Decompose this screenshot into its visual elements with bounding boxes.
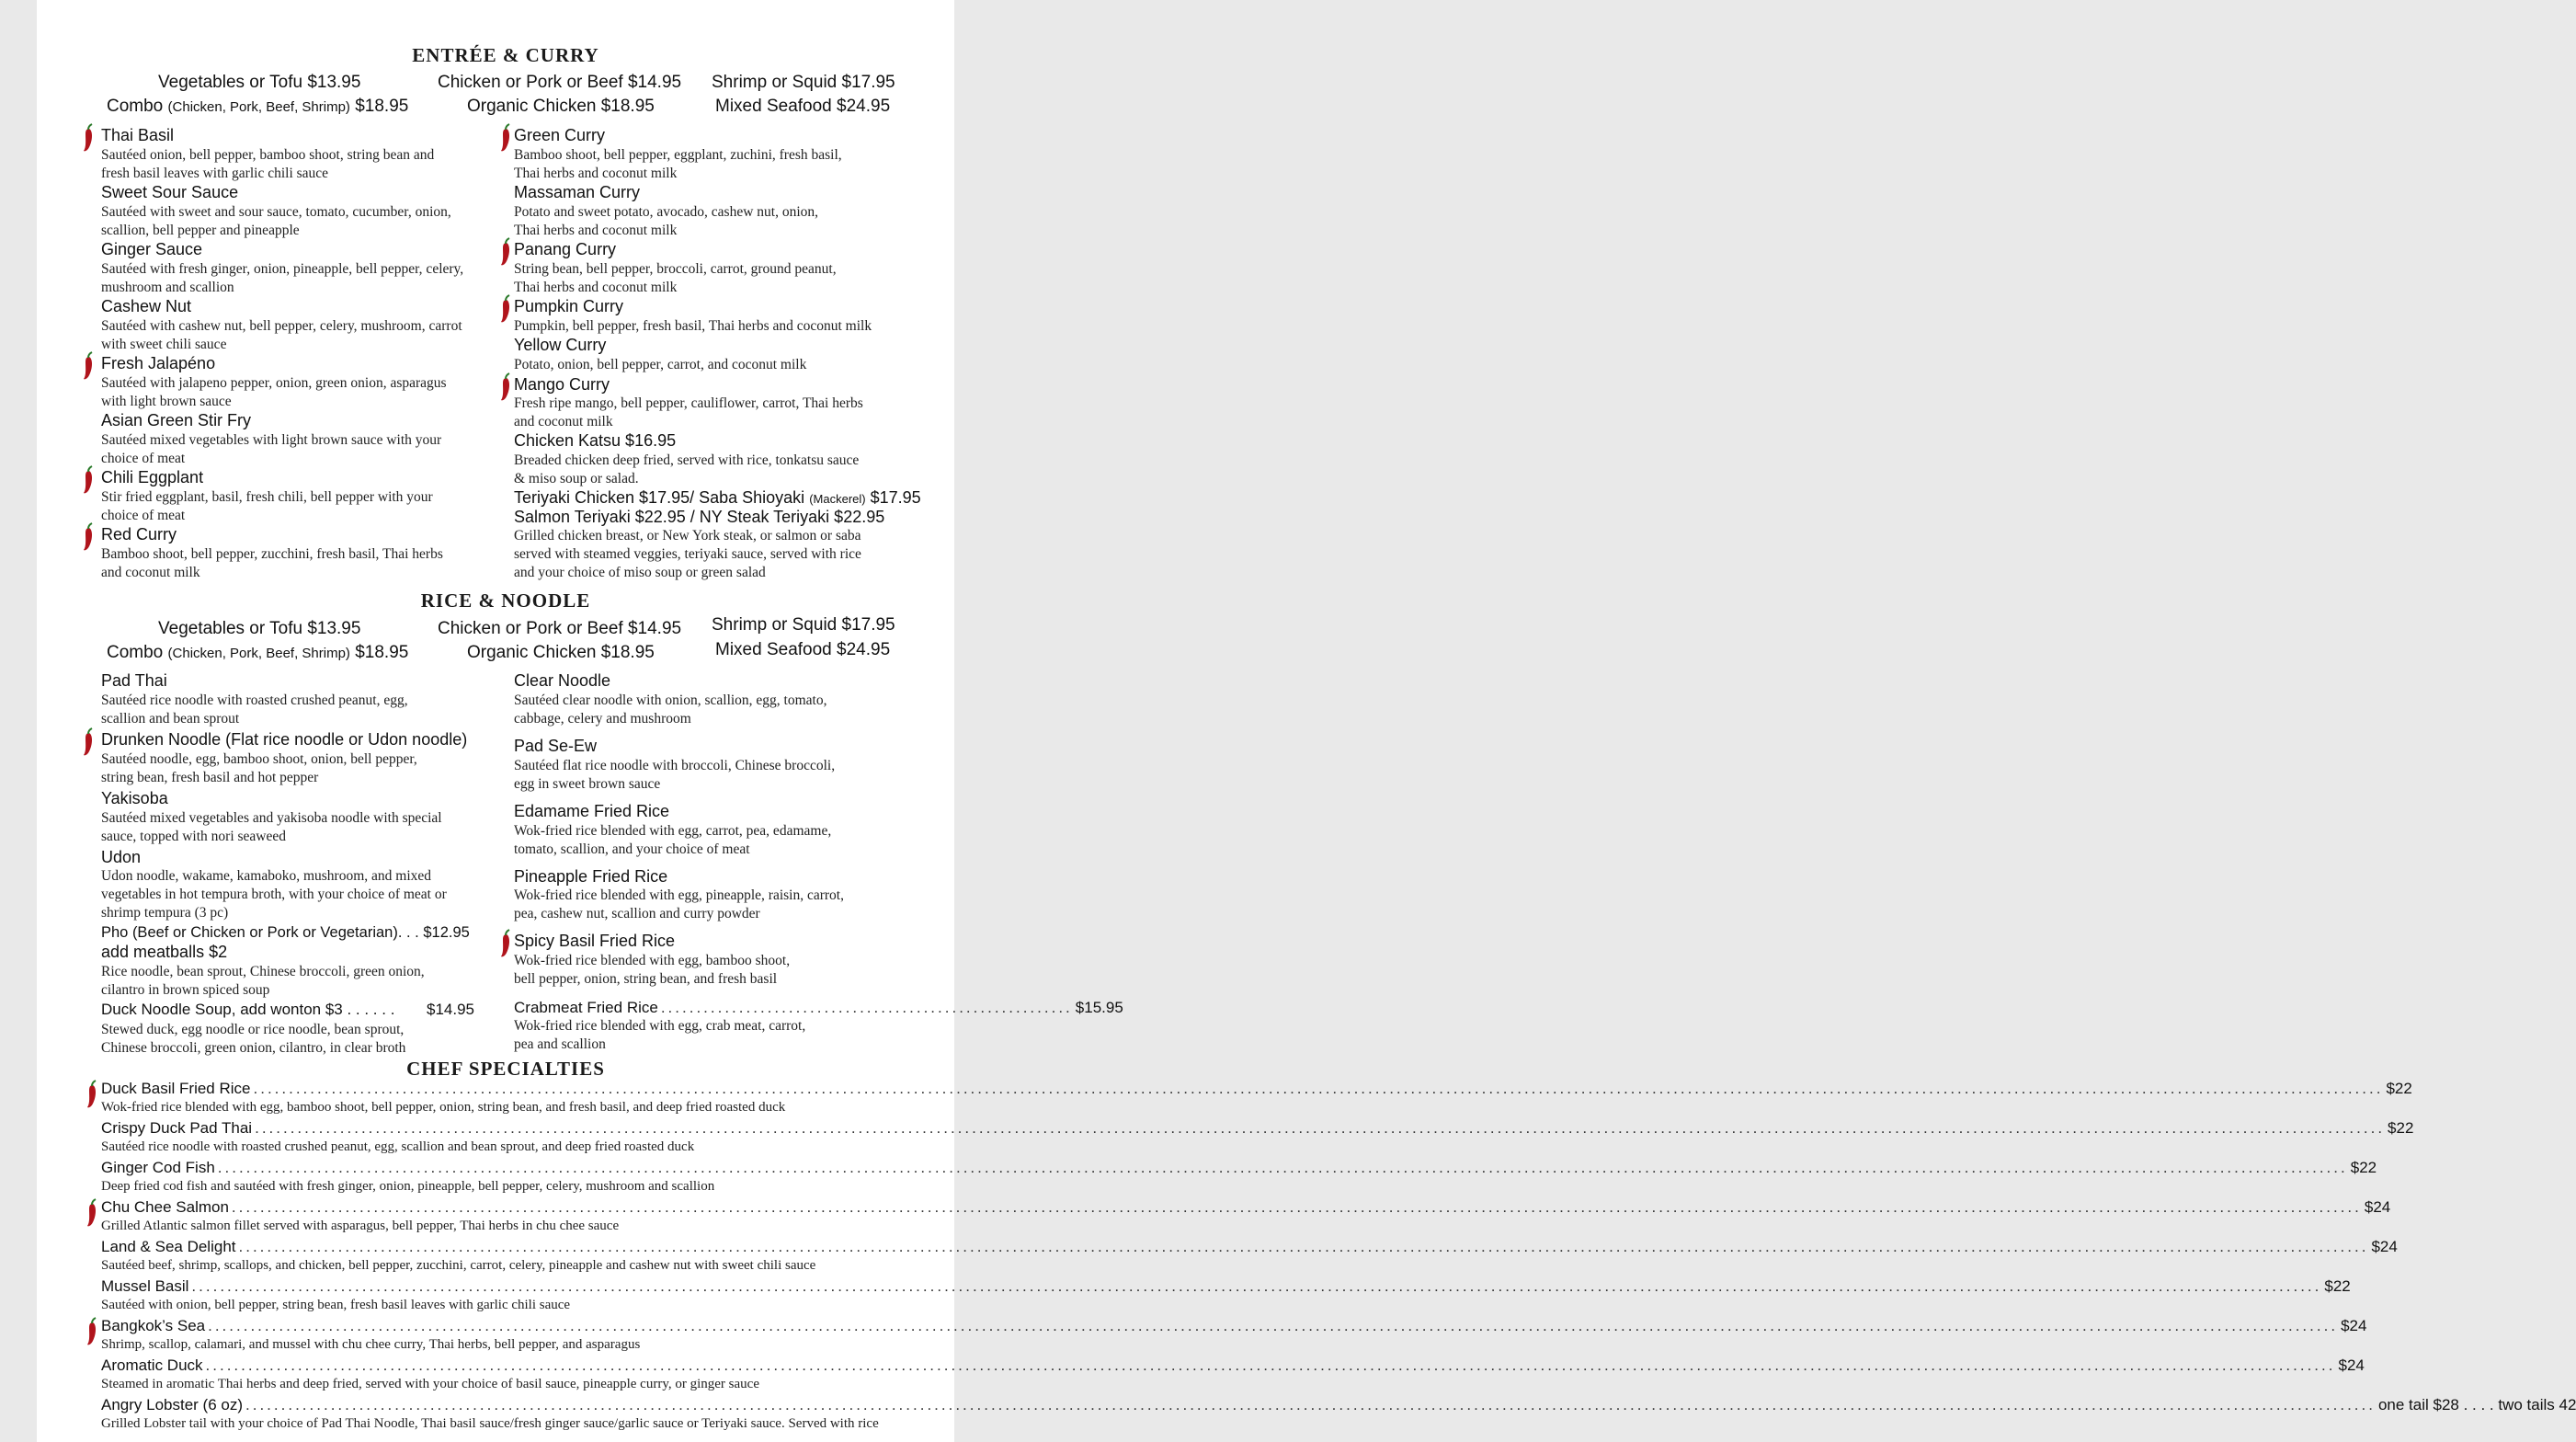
dish-description: Sautéed with sweet and sour sauce, tomato, cucumber, onion, xyxy=(101,204,451,220)
dish-description: Sautéed with onion, bell pepper, string bean, fresh basil leaves with garlic chili sauce xyxy=(101,1298,571,1312)
dish-price: $15.95 xyxy=(1075,999,1123,1016)
dish-description: Potato, onion, bell pepper, carrot, and coconut milk xyxy=(514,357,807,372)
dish-name: Mango Curry xyxy=(514,375,610,394)
dish-description: scallion and bean sprout xyxy=(101,711,240,727)
dish-description: sauce, topped with nori seaweed xyxy=(101,829,287,844)
dish-description: Grilled chicken breast, or New York steak, or salmon or saba xyxy=(514,528,861,544)
dish-name: Chili Eggplant xyxy=(101,468,204,486)
dish-name: Edamame Fried Rice xyxy=(514,802,670,820)
price-organic: Organic Chicken $18.95 xyxy=(467,643,655,662)
section-title-rice: RICE & NOODLE xyxy=(420,589,591,612)
dish-description: Sautéed flat rice noodle with broccoli, Chinese broccoli, xyxy=(514,758,836,773)
price-combo: Combo (Chicken, Pork, Beef, Shrimp) $18.95 xyxy=(107,643,409,662)
dish-description: String bean, bell pepper, broccoli, carrot, ground peanut, xyxy=(514,261,837,277)
dish-name: Angry Lobster (6 oz) xyxy=(101,1396,244,1413)
dish-description: Sautéed rice noodle with roasted crushed peanut, egg, scallion and bean sprout, and deep fried roasted duck xyxy=(101,1139,695,1154)
dish-name: Yakisoba xyxy=(101,789,168,807)
dish-description: Potato and sweet potato, avocado, cashew nut, onion, xyxy=(514,204,819,220)
dish-description: Thai herbs and coconut milk xyxy=(514,223,678,238)
dish-price: $24 xyxy=(2364,1198,2391,1216)
dot-leader: ............................................................................................................................................................................................................................................................................................................ xyxy=(238,1238,2369,1255)
dish-price: $24 xyxy=(2338,1356,2365,1374)
dish-name: Clear Noodle xyxy=(514,671,611,690)
dish-extra: add meatballs $2 xyxy=(101,943,228,961)
dish-name: Drunken Noodle (Flat rice noodle or Udon noodle) xyxy=(101,730,468,749)
dish-description: Chinese broccoli, green onion, cilantro, in clear broth xyxy=(101,1040,406,1056)
dish-name: Ginger Cod Fish xyxy=(101,1159,215,1176)
dish-description: Stir fried eggplant, basil, fresh chili, bell pepper with your xyxy=(101,489,433,505)
spicy-chili-icon xyxy=(81,727,96,757)
dish-description: & miso soup or salad. xyxy=(514,471,639,486)
spicy-chili-icon xyxy=(498,237,513,267)
price-seafood: Mixed Seafood $24.95 xyxy=(715,640,891,659)
dish-description: Stewed duck, egg noodle or rice noodle, bean sprout, xyxy=(101,1022,405,1037)
dish-description: Bamboo shoot, bell pepper, eggplant, zuchini, fresh basil, xyxy=(514,147,842,163)
dish-name: Aromatic Duck xyxy=(101,1356,203,1374)
chef-item-row xyxy=(101,1196,2391,1217)
spicy-chili-icon xyxy=(498,929,513,958)
price-chicken: Chicken or Pork or Beef $14.95 xyxy=(438,73,682,92)
dot-leader: .......................................................... xyxy=(660,999,1073,1016)
dish-name: Duck Basil Fried Rice xyxy=(101,1080,251,1097)
dish-description: cabbage, celery and mushroom xyxy=(514,711,691,727)
dish-description: Wok-fried rice blended with egg, bamboo shoot, bell pepper, onion, string bean, and fresh basil, and deep fried roasted duck xyxy=(101,1100,786,1115)
dot-leader: ............................................................................................................................................................................................................................................................................................................ xyxy=(231,1198,2362,1216)
dish-description: Sautéed with jalapeno pepper, onion, green onion, asparagus xyxy=(101,375,447,391)
dish-description: Deep fried cod fish and sautéed with fresh ginger, onion, pineapple, bell pepper, celery, mushroom and scallion xyxy=(101,1179,715,1194)
spicy-chili-icon xyxy=(85,1317,99,1346)
dot-leader: ............................................................................................................................................................................................................................................................................................................ xyxy=(253,1080,2384,1097)
dot-leader: ............................................................................................................................................................................................................................................................................................................ xyxy=(217,1159,2348,1176)
dish-description: scallion, bell pepper and pineapple xyxy=(101,223,300,238)
dish-description: Sautéed onion, bell pepper, bamboo shoot, string bean and xyxy=(101,147,435,163)
dish-name: Massaman Curry xyxy=(514,183,641,201)
dish-name: Land & Sea Delight xyxy=(101,1238,236,1255)
crabmeat-row xyxy=(514,997,1123,1017)
spicy-chili-icon xyxy=(81,351,96,381)
price-shrimp: Shrimp or Squid $17.95 xyxy=(712,615,895,635)
dish-description: Sautéed beef, shrimp, scallops, and chicken, bell pepper, zucchini, carrot, celery, pineapple and cashew nut with sweet chili sauce xyxy=(101,1258,816,1273)
dish-description: cilantro in brown spiced soup xyxy=(101,982,270,998)
dish-name: Pho (Beef or Chicken or Pork or Vegetarian). . . $12.95 xyxy=(101,924,470,941)
dot-leader: ............................................................................................................................................................................................................................................................................................................ xyxy=(245,1396,2376,1413)
dish-name: Udon xyxy=(101,848,142,866)
dish-price: $24 xyxy=(2341,1317,2367,1334)
dish-name: Red Curry xyxy=(101,525,177,544)
chef-item-row xyxy=(101,1355,2365,1375)
dish-description: Bamboo shoot, bell pepper, zucchini, fresh basil, Thai herbs xyxy=(101,546,443,562)
dish-description: vegetables in hot tempura broth, with your choice of meat or xyxy=(101,887,447,902)
teriyaki-line-1: Teriyaki Chicken $17.95/ Saba Shioyaki (Mackerel) $17.95 xyxy=(514,488,921,507)
dish-name: Pad Se-Ew xyxy=(514,737,598,755)
dish-description: Sautéed clear noodle with onion, scallion, egg, tomato, xyxy=(514,692,827,708)
dot-leader: ............................................................................................................................................................................................................................................................................................................ xyxy=(191,1277,2322,1295)
chef-item-row xyxy=(101,1117,2414,1138)
dish-description: egg in sweet brown sauce xyxy=(514,776,661,792)
price-combo: Combo (Chicken, Pork, Beef, Shrimp) $18.95 xyxy=(107,97,409,116)
chef-item-row xyxy=(101,1276,2351,1296)
dish-name: Thai Basil xyxy=(101,126,175,144)
dish-description: Sautéed rice noodle with roasted crushed peanut, egg, xyxy=(101,692,408,708)
spicy-chili-icon xyxy=(498,123,513,153)
dish-description: Steamed in aromatic Thai herbs and deep fried, served with your choice of basil sauce, pineapple curry, or ginger sauce xyxy=(101,1377,759,1391)
dish-description: mushroom and scallion xyxy=(101,280,234,295)
spicy-chili-icon xyxy=(85,1198,99,1228)
spicy-chili-icon xyxy=(81,522,96,552)
teriyaki-line-2: Salmon Teriyaki $22.95 / NY Steak Teriyaki $22.95 xyxy=(514,508,885,526)
dish-name: Green Curry xyxy=(514,126,606,144)
chef-item-row xyxy=(101,1315,2367,1335)
dish-description: and coconut milk xyxy=(101,565,200,580)
dish-description: Udon noodle, wakame, kamaboko, mushroom, and mixed xyxy=(101,868,432,884)
dish-name: Pumpkin Curry xyxy=(514,297,624,315)
dish-description: Wok-fried rice blended with egg, pineapple, raisin, carrot, xyxy=(514,887,844,903)
dish-price: $22 xyxy=(2324,1277,2351,1295)
chef-item-row xyxy=(101,1078,2412,1098)
dish-price: $22 xyxy=(2350,1159,2377,1176)
dish-name: Pad Thai xyxy=(101,671,167,690)
dish-description: choice of meat xyxy=(101,451,186,466)
dot-leader: ............................................................................................................................................................................................................................................................................................................ xyxy=(205,1356,2336,1374)
dish-price: $22 xyxy=(2386,1080,2412,1097)
price-seafood: Mixed Seafood $24.95 xyxy=(715,97,891,116)
dish-description: Thai herbs and coconut milk xyxy=(514,280,678,295)
spicy-chili-icon xyxy=(498,372,513,402)
dish-name: Crabmeat Fried Rice xyxy=(514,999,658,1016)
dish-name: Bangkok’s Sea xyxy=(101,1317,206,1334)
dish-price: $14.95 xyxy=(427,1001,474,1018)
dish-price: $24 xyxy=(2371,1238,2398,1255)
dish-description: served with steamed veggies, teriyaki sauce, served with rice xyxy=(514,546,861,562)
dish-description: Grilled Atlantic salmon fillet served with asparagus, bell pepper, Thai herbs in chu chee sauce xyxy=(101,1219,620,1233)
dish-name: Duck Noodle Soup, add wonton $3 . . . . . . xyxy=(101,1001,395,1018)
dish-description: Pumpkin, bell pepper, fresh basil, Thai herbs and coconut milk xyxy=(514,318,872,334)
dish-price: one tail $28 . . . . two tails 42 xyxy=(2377,1396,2576,1413)
dish-description: Rice noodle, bean sprout, Chinese broccoli, green onion, xyxy=(101,964,425,979)
spicy-chili-icon xyxy=(498,294,513,324)
price-veg: Vegetables or Tofu $13.95 xyxy=(158,73,361,92)
dish-description: Sautéed mixed vegetables and yakisoba noodle with special xyxy=(101,810,442,826)
dish-description: string bean, fresh basil and hot pepper xyxy=(101,770,319,785)
spicy-chili-icon xyxy=(85,1080,99,1109)
chef-item-row xyxy=(101,1157,2377,1177)
dish-name: Chu Chee Salmon xyxy=(101,1198,229,1216)
chef-item-row xyxy=(101,1236,2398,1256)
dish-description: Fresh ripe mango, bell pepper, cauliflower, carrot, Thai herbs xyxy=(514,395,863,411)
dish-name: Cashew Nut xyxy=(101,297,192,315)
price-organic: Organic Chicken $18.95 xyxy=(467,97,655,116)
dish-description: pea and scallion xyxy=(514,1036,606,1052)
dish-description: Shrimp, scallop, calamari, and mussel with chu chee curry, Thai herbs, bell pepper, and asparagus xyxy=(101,1337,641,1352)
dot-leader: ............................................................................................................................................................................................................................................................................................................ xyxy=(208,1317,2339,1334)
dish-description: bell pepper, onion, string bean, and fresh basil xyxy=(514,971,778,987)
dish-description: choice of meat xyxy=(101,508,186,523)
dish-description: Sautéed with fresh ginger, onion, pineapple, bell pepper, celery, xyxy=(101,261,464,277)
dish-description: and your choice of miso soup or green salad xyxy=(514,565,766,580)
dish-description: Wok-fried rice blended with egg, carrot, pea, edamame, xyxy=(514,823,832,839)
price-shrimp: Shrimp or Squid $17.95 xyxy=(712,73,895,92)
dish-description: fresh basil leaves with garlic chili sauce xyxy=(101,166,329,181)
spicy-chili-icon xyxy=(81,123,96,153)
dish-description: and coconut milk xyxy=(514,414,613,429)
section-title-entree: ENTRÉE & CURRY xyxy=(412,44,599,66)
dish-description: shrimp tempura (3 pc) xyxy=(101,905,229,921)
dish-name: Spicy Basil Fried Rice xyxy=(514,932,676,950)
dish-name: Panang Curry xyxy=(514,240,617,258)
dish-description: Sautéed mixed vegetables with light brown sauce with your xyxy=(101,432,442,448)
dish-name: Ginger Sauce xyxy=(101,240,203,258)
dish-name: Asian Green Stir Fry xyxy=(101,411,252,429)
dish-description: Grilled Lobster tail with your choice of Pad Thai Noodle, Thai basil sauce/fresh ginger sauce/garlic sauce or Teriyaki sauce. Served with rice xyxy=(101,1416,879,1431)
chef-item-row xyxy=(101,1394,2576,1414)
dish-name: Crispy Duck Pad Thai xyxy=(101,1119,253,1137)
dish-description: Wok-fried rice blended with egg, bamboo shoot, xyxy=(514,953,791,968)
dish-name: Pineapple Fried Rice xyxy=(514,867,668,886)
spicy-chili-icon xyxy=(81,465,96,495)
section-title-chef: CHEF SPECIALTIES xyxy=(406,1058,605,1080)
dish-name: Mussel Basil xyxy=(101,1277,189,1295)
dish-description: Sautéed with cashew nut, bell pepper, celery, mushroom, carrot xyxy=(101,318,462,334)
dish-description: tomato, scallion, and your choice of meat xyxy=(514,841,750,857)
dish-description: Breaded chicken deep fried, served with rice, tonkatsu sauce xyxy=(514,452,860,468)
dish-description: Sautéed noodle, egg, bamboo shoot, onion, bell pepper, xyxy=(101,751,417,767)
dish-price: $22 xyxy=(2388,1119,2414,1137)
dish-description: Thai herbs and coconut milk xyxy=(514,166,678,181)
dish-name: Sweet Sour Sauce xyxy=(101,183,239,201)
dish-description: with sweet chili sauce xyxy=(101,337,227,352)
dish-description: with light brown sauce xyxy=(101,394,232,409)
dish-description: Wok-fried rice blended with egg, crab meat, carrot, xyxy=(514,1018,806,1034)
price-chicken: Chicken or Pork or Beef $14.95 xyxy=(438,619,682,638)
dish-description: pea, cashew nut, scallion and curry powder xyxy=(514,906,760,921)
dish-name: Yellow Curry xyxy=(514,336,607,354)
dish-name: Fresh Jalapéno xyxy=(101,354,216,372)
dish-name: Chicken Katsu $16.95 xyxy=(514,431,677,450)
price-veg: Vegetables or Tofu $13.95 xyxy=(158,619,361,638)
dot-leader: ............................................................................................................................................................................................................................................................................................................ xyxy=(255,1119,2386,1137)
